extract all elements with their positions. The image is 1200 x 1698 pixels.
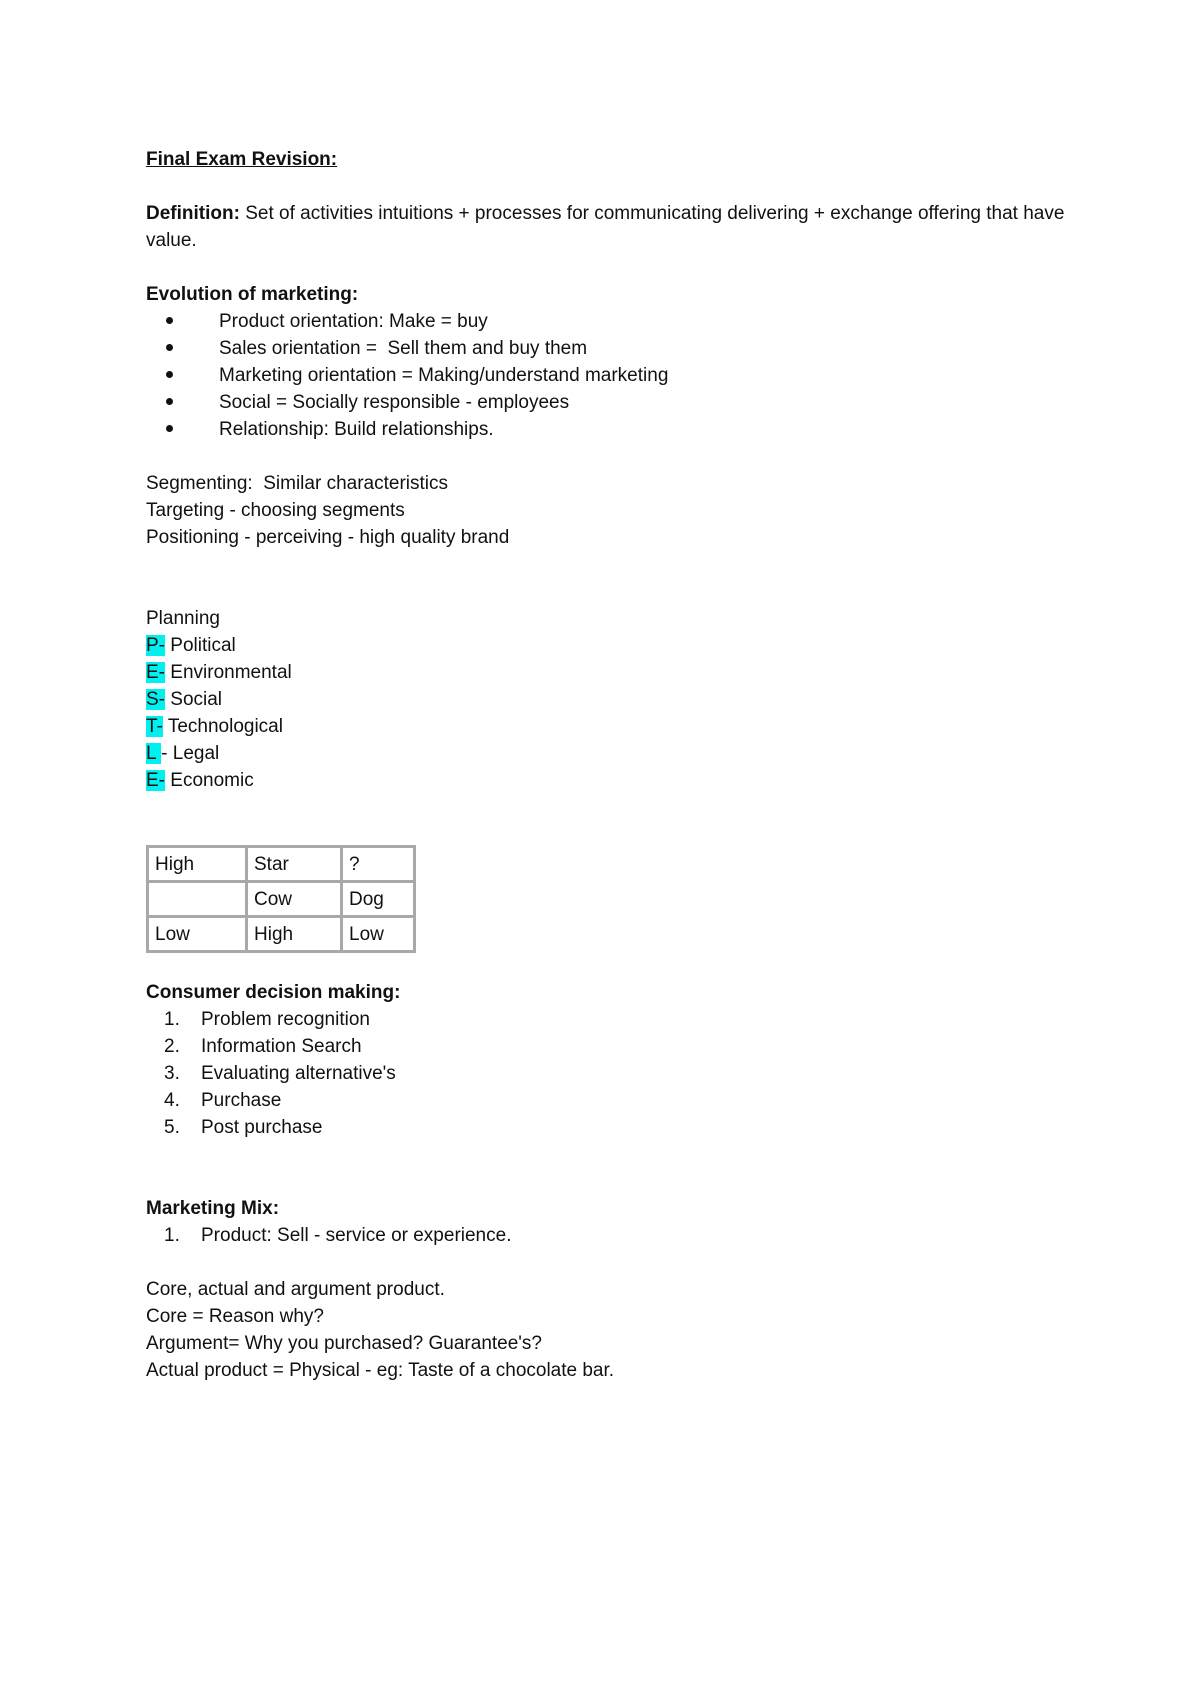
stp-positioning: Positioning - perceiving - high quality brand — [146, 527, 510, 548]
pestle-letter: P- — [146, 635, 165, 656]
consumer-steps-list — [146, 1006, 1076, 1141]
pestle-item — [146, 740, 1076, 767]
table-row — [148, 847, 415, 882]
bullet-icon — [166, 344, 173, 351]
list-item-text: Sales orientation = Sell them and buy them — [219, 338, 588, 359]
table-row — [148, 917, 415, 952]
list-item-text: Product: Sell - service or experience. — [201, 1225, 512, 1246]
pestle-item — [146, 659, 1076, 686]
definition-paragraph — [146, 200, 1076, 254]
pestle-text: Economic — [165, 770, 254, 791]
pestle-text: - Legal — [161, 743, 220, 764]
bullet-icon — [166, 371, 173, 378]
list-item-text: Marketing orientation = Making/understand marketing — [219, 365, 669, 386]
list-item-text: Evaluating alternative's — [201, 1063, 396, 1084]
table-cell: Star — [247, 847, 342, 882]
pestle-item — [146, 632, 1076, 659]
list-item — [146, 335, 1076, 362]
list-item-text: Relationship: Build relationships. — [219, 419, 494, 440]
list-item — [146, 1060, 1076, 1087]
pestle-letter: S- — [146, 689, 165, 710]
stp-targeting: Targeting - choosing segments — [146, 500, 405, 521]
list-item — [146, 416, 1076, 443]
list-item — [146, 389, 1076, 416]
pestle-item — [146, 767, 1076, 794]
pestle-item — [146, 713, 1076, 740]
list-item — [146, 362, 1076, 389]
planning-heading: Planning — [146, 608, 220, 629]
pestle-item — [146, 686, 1076, 713]
bullet-icon — [166, 317, 173, 324]
table-row — [148, 882, 415, 917]
list-item — [146, 308, 1076, 335]
list-number: 4. — [164, 1090, 180, 1111]
consumer-heading: Consumer decision making: — [146, 982, 401, 1003]
table-cell: Cow — [247, 882, 342, 917]
table-cell: Low — [148, 917, 247, 952]
document-body — [146, 146, 1076, 1384]
pestle-letter: T- — [146, 716, 163, 737]
table-cell: High — [148, 847, 247, 882]
pestle-text: Political — [165, 635, 236, 656]
list-item — [146, 1087, 1076, 1114]
bullet-icon — [166, 398, 173, 405]
list-number: 1. — [164, 1009, 180, 1030]
list-number: 3. — [164, 1063, 180, 1084]
list-item — [146, 1114, 1076, 1141]
table-cell: High — [247, 917, 342, 952]
definition-label: Definition: — [146, 203, 240, 224]
evolution-list — [146, 308, 1076, 443]
marketing-mix-list — [146, 1222, 1076, 1249]
list-item-text: Information Search — [201, 1036, 362, 1057]
list-item — [146, 1006, 1076, 1033]
list-item-text: Post purchase — [201, 1117, 323, 1138]
product-note: Argument= Why you purchased? Guarantee's? — [146, 1333, 542, 1354]
pestle-text: Social — [165, 689, 223, 710]
list-item — [146, 1033, 1076, 1060]
pestle-text: Environmental — [165, 662, 292, 683]
page-title: Final Exam Revision: — [146, 149, 338, 170]
bullet-icon — [166, 425, 173, 432]
list-item-text: Product orientation: Make = buy — [219, 311, 488, 332]
list-number: 2. — [164, 1036, 180, 1057]
table-cell: Dog — [342, 882, 415, 917]
pestle-text: Technological — [162, 716, 283, 737]
definition-text: Set of activities intuitions + processes for communicating delivering + exchange offering that have value. — [146, 203, 1065, 251]
table-cell — [148, 882, 247, 917]
list-item-text: Problem recognition — [201, 1009, 370, 1030]
list-item-text: Purchase — [201, 1090, 282, 1111]
list-number: 1. — [164, 1225, 180, 1246]
evolution-heading: Evolution of marketing: — [146, 284, 359, 305]
pestle-letter: L — [146, 743, 162, 764]
product-note: Core = Reason why? — [146, 1306, 324, 1327]
table-cell: Low — [342, 917, 415, 952]
pestle-letter: E- — [146, 770, 165, 791]
stp-segmenting: Segmenting: Similar characteristics — [146, 473, 448, 494]
list-number: 5. — [164, 1117, 180, 1138]
table-cell: ? — [342, 847, 415, 882]
pestle-list — [146, 632, 1076, 794]
bcg-matrix-table — [146, 845, 416, 953]
pestle-letter: E- — [146, 662, 165, 683]
list-item-text: Social = Socially responsible - employees — [219, 392, 570, 413]
marketing-mix-heading: Marketing Mix: — [146, 1198, 280, 1219]
list-item — [146, 1222, 1076, 1249]
product-note: Actual product = Physical - eg: Taste of a chocolate bar. — [146, 1360, 615, 1381]
product-note: Core, actual and argument product. — [146, 1279, 445, 1300]
